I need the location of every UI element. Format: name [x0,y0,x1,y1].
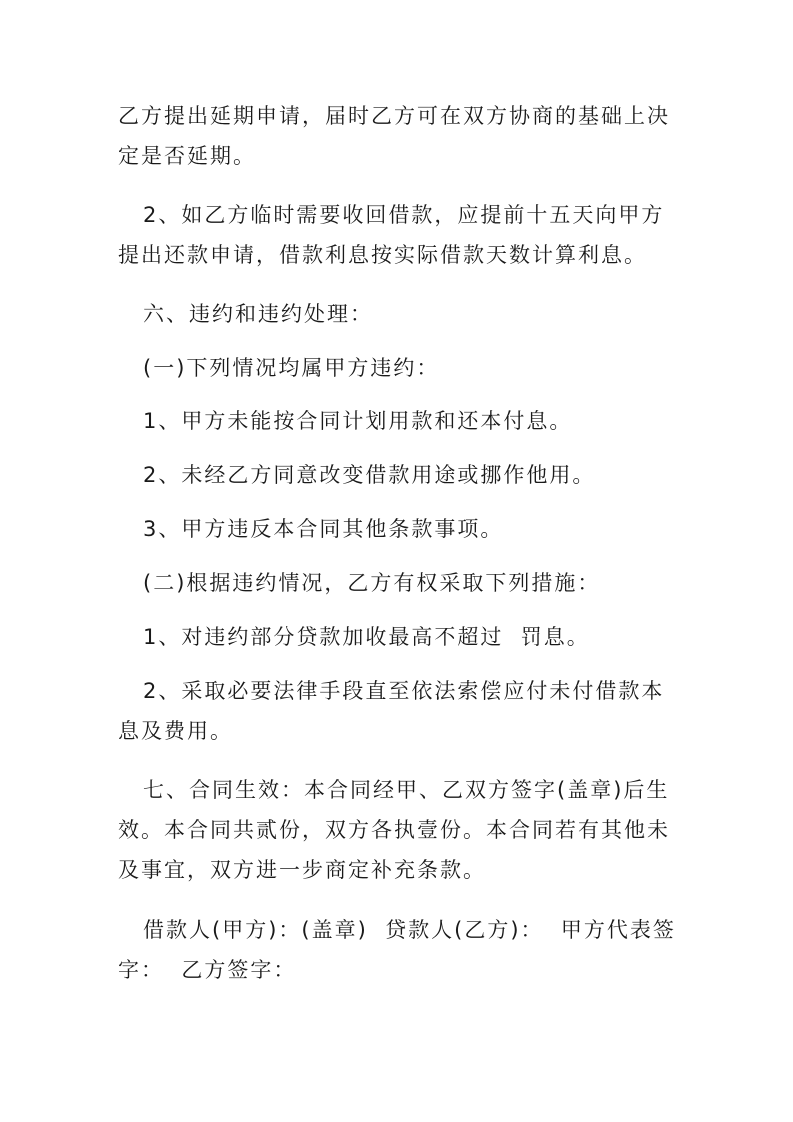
section-heading-breach: 六、违约和违约处理： [143,302,373,326]
remedy-item-1: 1、对违约部分贷款加收最高不超过 罚息。 [143,625,590,649]
breach-item-2: 2、未经乙方同意改变借款用途或挪作他用。 [143,463,596,487]
section-contract-effective: 七、合同生效：本合同经甲、乙双方签字(盖章)后生效。本合同共贰份，双方各执壹份。本合同若有其他未及事宜，双方进一步商定补充条款。 [118,778,670,882]
subsection-heading-borrower-breach: (一)下列情况均属甲方违约： [143,356,440,380]
remedy-item-2: 2、采取必要法律手段直至依法索偿应付未付借款本息及费用。 [118,679,665,743]
subsection-heading-remedies: (二)根据违约情况，乙方有权采取下列措施： [143,571,601,595]
paragraph-extension-request: 乙方提出延期申请，届时乙方可在双方协商的基础上决定是否延期。 [118,104,670,168]
signature-line: 借款人(甲方)：(盖章) 贷款人(乙方)： 甲方代表签字： 乙方签字： [118,918,676,982]
paragraph-early-recall: 2、如乙方临时需要收回借款，应提前十五天向甲方提出还款申请，借款利息按实际借款天数计算利息。 [118,203,665,267]
breach-item-3: 3、甲方违反本合同其他条款事项。 [143,517,504,541]
breach-item-1: 1、甲方未能按合同计划用款和还本付息。 [143,409,573,433]
